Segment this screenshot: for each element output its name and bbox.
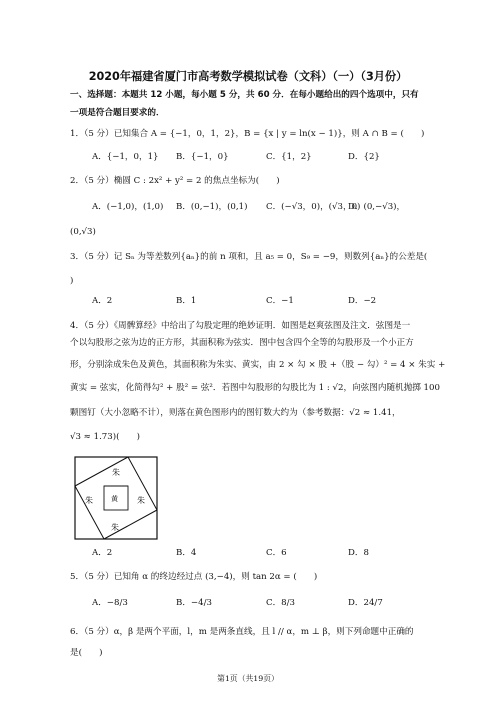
q1-option-b: B．{−1，0}	[176, 152, 229, 162]
q4-line-5: 颗图钉（大小忽略不计），则落在黄色图形内的图钉数大约为（参考数据：√2 ≈ 1.41，	[70, 408, 401, 418]
fig-label-zhu-left: 朱	[85, 496, 93, 505]
q6-line-2: 是( )	[70, 648, 103, 658]
q4-option-c: C．6	[266, 548, 287, 558]
page-footer: 第1页（共19页）	[217, 674, 279, 683]
q5-option-c: C．8/3	[266, 598, 295, 608]
fig-label-zhu-bottom: 朱	[111, 523, 119, 532]
q4-line-2: 个以勾股形之弦为边的正方形，其面积称为弦实．图中包含四个全等的勾股形及一个小正方	[70, 338, 414, 348]
q3-option-b: B．1	[176, 296, 197, 306]
q1-option-c: C．{1，2}	[266, 152, 312, 162]
q4-option-b: B．4	[176, 548, 197, 558]
section-heading-line2: 一项是符合题目要求的．	[70, 108, 165, 118]
q4-line-6: √3 ≈ 1.73)( )	[70, 432, 140, 442]
q2-option-c: C．(−√3，0)，(√3，0)	[266, 202, 361, 212]
q2-stem: 2．（5 分）椭圆 C : 2x² + y² = 2 的焦点坐标为( )	[70, 176, 280, 186]
q6-line-1: 6．（5 分）α，β 是两个平面，l，m 是两条直线，且 l // α，m ⊥ β，则下列命题中正确的	[70, 627, 414, 637]
q2-option-b: B．(0,−1)，(0,1)	[176, 202, 248, 212]
q3-stem: 3．（5 分）记 Sₙ 为等差数列{aₙ}的前 n 项和，且 a₅ = 0，S₉ = −9，则数列{aₙ}的公差是(	[70, 252, 428, 262]
q4-line-3: 形，分别涂成朱色及黄色，其面积称为朱实、黄实，由 2 × 勾 × 股 +（股 − 勾）² = 4 × 朱实 +	[70, 360, 446, 370]
fig-label-zhu-right: 朱	[137, 496, 145, 505]
q1-option-d: D．{2}	[348, 152, 380, 162]
q1-option-a: A．{−1，0，1}	[92, 152, 159, 162]
q5-option-d: D．24/7	[348, 598, 383, 608]
fig-label-zhu-top: 朱	[112, 468, 120, 477]
q3-option-c: C．−1	[266, 296, 294, 306]
q3-option-a: A．2	[92, 296, 113, 306]
q2-option-d: D．(0,−√3)，	[348, 202, 406, 212]
q5-option-a: A．−8/3	[92, 598, 128, 608]
q4-option-d: D．8	[348, 548, 369, 558]
q2-option-a: A．(−1,0)，(1,0)	[92, 202, 164, 212]
q4-option-a: A．2	[92, 548, 113, 558]
fig-label-huang-center: 黄	[111, 495, 118, 503]
q4-line-4: 黄实 = 弦实，化简得勾² + 股² = 弦²．若图中勾股形的勾股比为 1 : √2，向弦图内随机抛掷 100	[70, 383, 440, 393]
zhao-shuang-string-figure	[74, 456, 158, 540]
q3-stem-end: )	[70, 276, 74, 286]
q5-stem: 5．（5 分）已知角 α 的终边经过点 (3,−4)，则 tan 2α = ( )	[70, 572, 318, 582]
q5-option-b: B．−4/3	[176, 598, 212, 608]
q1-stem: 1．（5 分）已知集合 A = {−1，0，1，2}，B = {x | y = ln(x − 1)}，则 A ∩ B = ( )	[70, 129, 425, 139]
q4-line-1: 4．（5 分）《周髀算经》中给出了勾股定理的绝妙证明．如图是赵爽弦图及注文．弦图是一	[70, 321, 411, 331]
section-heading-line1: 一、选择题：本题共 12 小题，每小题 5 分，共 60 分．在每小题给出的四个选项中，只有	[70, 90, 419, 100]
q2-option-d-continued: (0,√3)	[70, 227, 96, 237]
q3-option-d: D．−2	[348, 296, 377, 306]
exam-title: 2020年福建省厦门市高考数学模拟试卷（文科）（一）（3月份）	[88, 70, 408, 83]
